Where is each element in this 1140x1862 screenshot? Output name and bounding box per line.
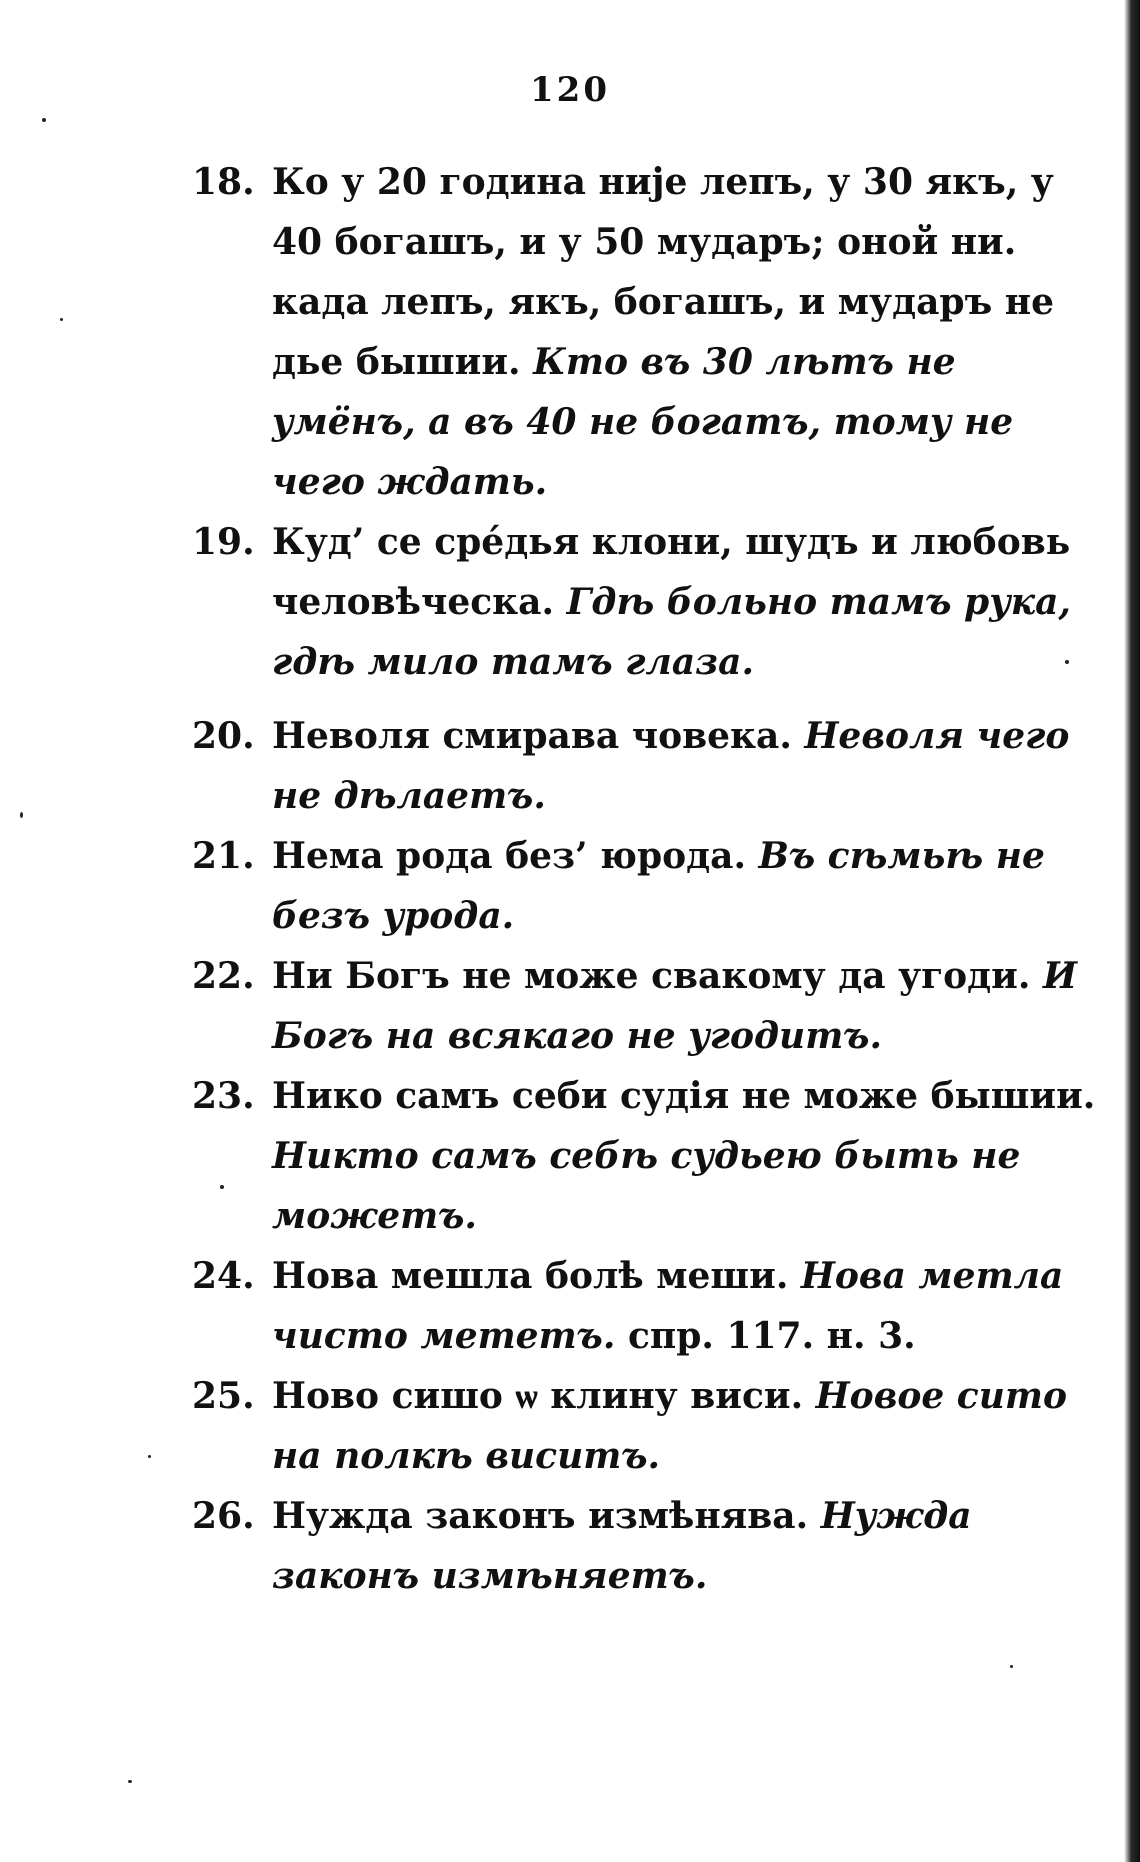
binding-edge (1124, 0, 1140, 1862)
scan-speck (148, 1455, 151, 1458)
entry-number: 19. (192, 521, 255, 563)
russian-text: И Богъ на всякаго не угодитъ. (272, 955, 1077, 1057)
serbian-text: Нужда законъ измѣнява. (272, 1495, 809, 1537)
scan-speck (42, 118, 46, 122)
serbian-text: Ко у 20 година није лепъ, у 30 якъ, у 40 богашъ, и у 50 мударъ; оной ни. када лепъ, якъ, богашъ, и мударъ не дье бышии. (272, 161, 1054, 383)
scan-speck (20, 812, 23, 818)
proverb-entry (192, 1066, 1110, 1246)
scan-speck (1065, 660, 1069, 664)
russian-text: Въ сѣмьѣ не безъ урода. (272, 835, 1045, 937)
russian-text: Нужда законъ измѣняетъ. (272, 1495, 972, 1597)
scan-speck (60, 318, 63, 321)
entry-number: 26. (192, 1495, 255, 1537)
proverb-entry (192, 706, 1110, 826)
entry-number: 23. (192, 1075, 255, 1117)
serbian-text: Неволя смирава човека. (272, 715, 792, 757)
scan-speck (1010, 1665, 1013, 1668)
cross-reference: спр. 117. н. 3. (627, 1315, 916, 1357)
proverb-entry (192, 826, 1110, 946)
serbian-text: Куд’ се срéдья клони, шудъ и любовь человѣческа. (272, 521, 1071, 623)
proverb-list (192, 152, 1110, 1606)
russian-text: Нова метла чисто мететъ. (272, 1255, 1064, 1357)
scan-speck (128, 1780, 132, 1783)
proverb-entry (192, 152, 1110, 512)
entry-number: 25. (192, 1375, 255, 1417)
entry-number: 21. (192, 835, 255, 877)
serbian-text: Нема рода без’ юрода. (272, 835, 746, 877)
proverb-entry (192, 1366, 1110, 1486)
russian-text: Неволя чего не дѣлаетъ. (272, 715, 1070, 817)
entry-number: 22. (192, 955, 255, 997)
proverb-entry (192, 512, 1110, 692)
proverb-entry (192, 1246, 1110, 1366)
scan-speck (220, 1185, 224, 1189)
serbian-text: Ни Богъ не може свакому да угоди. (272, 955, 1031, 997)
russian-text: Новое сито на полкѣ виситъ. (272, 1375, 1067, 1477)
entry-number: 24. (192, 1255, 255, 1297)
serbian-text: Нова мешла болѣ меши. (272, 1255, 789, 1297)
proverb-entry (192, 1486, 1110, 1606)
russian-text: Гдѣ больно тамъ рука, гдѣ мило тамъ глаза. (272, 581, 1071, 683)
serbian-text: Нико самъ себи судія не може бышии. (272, 1075, 1096, 1117)
russian-text: Никто самъ себѣ судьею быть не можетъ. (272, 1135, 1021, 1237)
page-number: 120 (530, 70, 610, 110)
serbian-text: Ново сишо ѡ клину виси. (272, 1375, 804, 1417)
proverb-entry (192, 946, 1110, 1066)
entry-number: 20. (192, 715, 255, 757)
russian-text: Кто въ 30 лѣтъ не умёнъ, а въ 40 не богатъ, тому не чего ждать. (272, 341, 1014, 503)
entry-number: 18. (192, 161, 255, 203)
